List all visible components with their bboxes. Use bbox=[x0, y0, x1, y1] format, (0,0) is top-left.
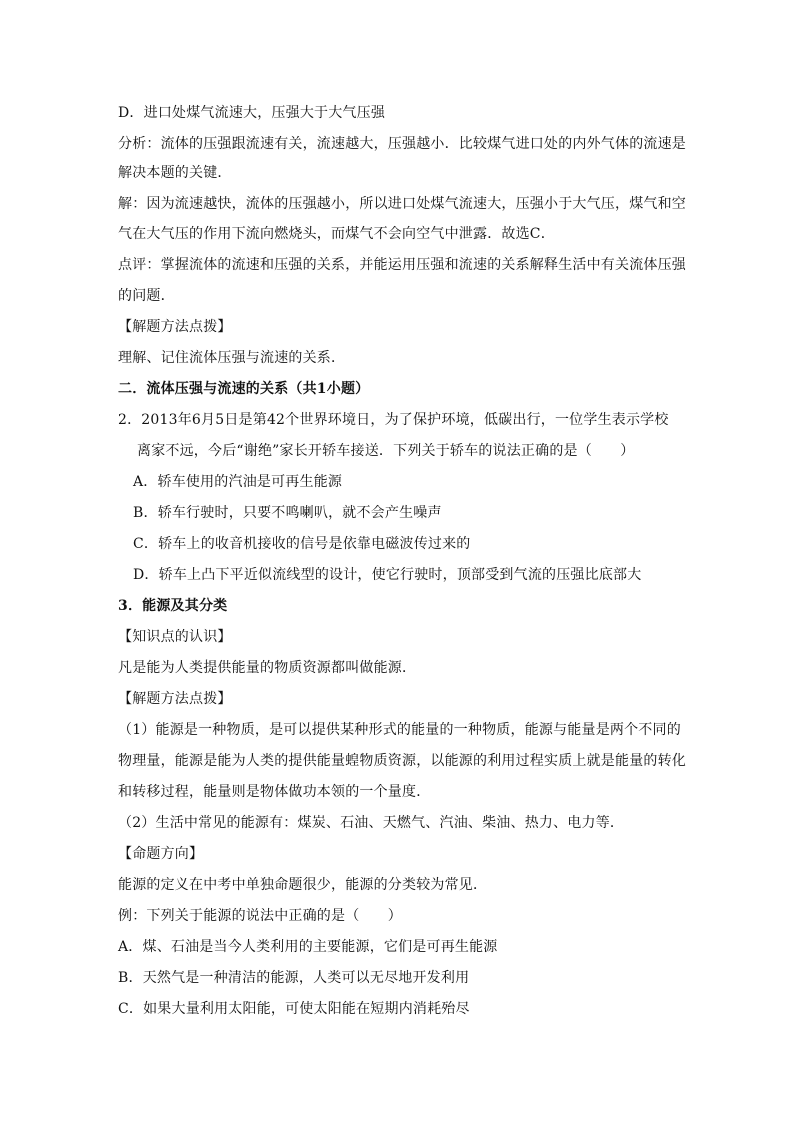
method-heading-2: 【解题方法点拨】 bbox=[118, 691, 232, 707]
question-2-option-b: B．轿车行驶时，只要不鸣喇叭，就不会产生噪声 bbox=[133, 505, 442, 521]
option-d: D．进口处煤气流速大，压强大于大气压强 bbox=[118, 105, 386, 121]
question-2-line-1: 2．2013年6月5日是第42个世界环境日，为了保护环境，低碳出行，一位学生表示学校 bbox=[118, 412, 669, 428]
example-question: 例：下列关于能源的说法中正确的是（ ） bbox=[118, 908, 402, 924]
solution-line-2: 气在大气压的作用下流向燃烧头，而煤气不会向空气中泄露．故选C． bbox=[118, 226, 555, 242]
analysis-line-2: 解决本题的关键． bbox=[118, 165, 232, 181]
method-heading: 【解题方法点拨】 bbox=[118, 319, 232, 335]
method-text: 理解、记住流体压强与流速的关系． bbox=[118, 350, 346, 366]
comment-line-1: 点评：掌握流体的流速和压强的关系，并能运用压强和流速的关系解释生活中有关流体压强 bbox=[118, 257, 686, 273]
analysis-line-1: 分析：流体的压强跟流速有关，流速越大，压强越小．比较煤气进口处的内外气体的流速是 bbox=[118, 136, 686, 152]
section-heading-3: 3．能源及其分类 bbox=[118, 598, 228, 614]
proposition-text: 能源的定义在中考中单独命题很少，能源的分类较为常见． bbox=[118, 877, 488, 893]
section-heading-2: 二．流体压强与流速的关系（共1小题） bbox=[118, 381, 370, 397]
solution-line-1: 解：因为流速越快，流体的压强越小，所以进口处煤气流速大，压强小于大气压，煤气和空 bbox=[118, 196, 686, 212]
question-2-option-a: A．轿车使用的汽油是可再生能源 bbox=[133, 474, 343, 490]
knowledge-heading: 【知识点的认识】 bbox=[118, 629, 232, 645]
question-2-option-c: C．轿车上的收音机接收的信号是依靠电磁波传过来的 bbox=[133, 536, 471, 552]
method-point-2: （2）生活中常见的能源有：煤炭、石油、天燃气、汽油、柴油、热力、电力等． bbox=[118, 815, 625, 831]
example-option-b: B．天然气是一种清洁的能源，人类可以无尽地开发利用 bbox=[118, 970, 470, 986]
example-option-a: A．煤、石油是当今人类利用的主要能源，它们是可再生能源 bbox=[118, 939, 498, 955]
knowledge-text: 凡是能为人类提供能量的物质资源都叫做能源． bbox=[118, 660, 417, 676]
comment-line-2: 的问题． bbox=[118, 288, 175, 304]
question-2-line-2: 离家不远，今后“谢绝”家长开轿车接送．下列关于轿车的说法正确的是（ ） bbox=[137, 443, 635, 459]
question-2-option-d: D．轿车上凸下平近似流线型的设计，使它行驶时，顶部受到气流的压强比底部大 bbox=[133, 567, 642, 583]
proposition-heading: 【命题方向】 bbox=[118, 846, 204, 862]
method-point-1-line-1: （1）能源是一种物质，是可以提供某种形式的能量的一种物质，能源与能量是两个不同的 bbox=[118, 722, 681, 738]
method-point-1-line-3: 和转移过程，能量则是物体做功本领的一个量度． bbox=[118, 784, 431, 800]
example-option-c: C．如果大量利用太阳能，可使太阳能在短期内消耗殆尽 bbox=[118, 1001, 470, 1017]
method-point-1-line-2: 物理量，能源是能为人类的提供能量蝗物质资源，以能源的利用过程实质上就是能量的转化 bbox=[118, 753, 686, 769]
